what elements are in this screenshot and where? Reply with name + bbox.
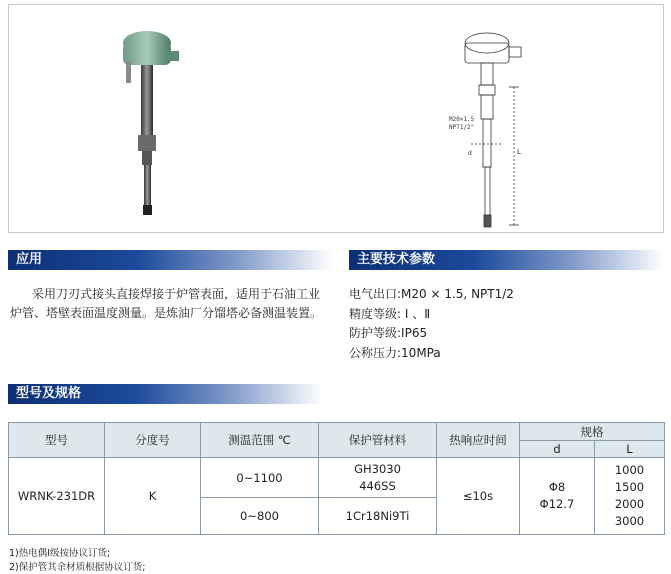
spec-item-pressure: 公称压力:10MPa — [349, 345, 441, 360]
cell-model: WRNK-231DR — [9, 458, 105, 535]
header-model: 型号 — [9, 423, 105, 458]
header-L: L — [595, 441, 665, 458]
product-photo — [114, 25, 184, 220]
model-spec-table — [8, 422, 665, 535]
header-spec: 规格 — [520, 423, 665, 441]
cell-response: ≤10s — [437, 458, 520, 535]
header-range: 测温范围 ℃ — [201, 423, 319, 458]
cell-L — [595, 458, 665, 535]
header-d: d — [520, 441, 595, 458]
application-description: 采用刀刃式接头直接焊接于炉管表面，适用于石油工业炉管、塔壁表面温度测量。是炼油厂分馏塔必备测温装置。 — [10, 287, 323, 320]
drawing-thread-label: M20×1.5 — [449, 116, 475, 123]
drawing-npt-label: NPT1/2" — [449, 124, 475, 131]
footnote-2: 2)保护管其余材质根据协议订货; — [9, 562, 146, 573]
L-value: 3000 — [614, 514, 645, 528]
d-value-8: Φ8 — [548, 480, 566, 494]
footnote-1: 1)热电偶Ⅰ级按协议订货; — [9, 548, 111, 559]
spec-item-accuracy: 精度等级: Ⅰ 、Ⅱ — [349, 306, 431, 321]
spec-list — [349, 285, 664, 363]
d-value-12-7: Φ12.7 — [539, 497, 575, 511]
spec-item-electrical: 电气出口:M20 × 1.5, NPT1/2 — [349, 287, 514, 301]
section-title-specs: 主要技术参数 — [349, 250, 664, 270]
L-value: 1500 — [614, 480, 645, 494]
header-graduation: 分度号 — [105, 423, 201, 458]
L-value: 1000 — [614, 463, 645, 477]
drawing-L-label: L — [517, 148, 521, 156]
spec-item-protection: 防护等级:IP65 — [349, 326, 428, 340]
header-response: 热响应时间 — [437, 423, 520, 458]
cell-range-1: 0~1100 — [201, 458, 319, 498]
drawing-d-label: d — [468, 150, 472, 157]
cell-range-2: 0~800 — [201, 498, 319, 535]
header-material: 保护管材料 — [319, 423, 437, 458]
section-title-models: 型号及规格 — [8, 384, 323, 404]
cell-graduation: K — [105, 458, 201, 535]
material-gh3030: GH3030 — [354, 461, 401, 476]
cell-d — [520, 458, 595, 535]
dimension-drawing — [439, 19, 539, 234]
material-446ss: 446SS — [359, 478, 396, 493]
product-image-frame — [8, 4, 664, 233]
cell-material-2: 1Cr18Ni9Ti — [319, 498, 437, 535]
L-value: 2000 — [614, 497, 645, 511]
section-title-application: 应用 — [8, 250, 332, 270]
cell-material-1 — [319, 458, 437, 498]
